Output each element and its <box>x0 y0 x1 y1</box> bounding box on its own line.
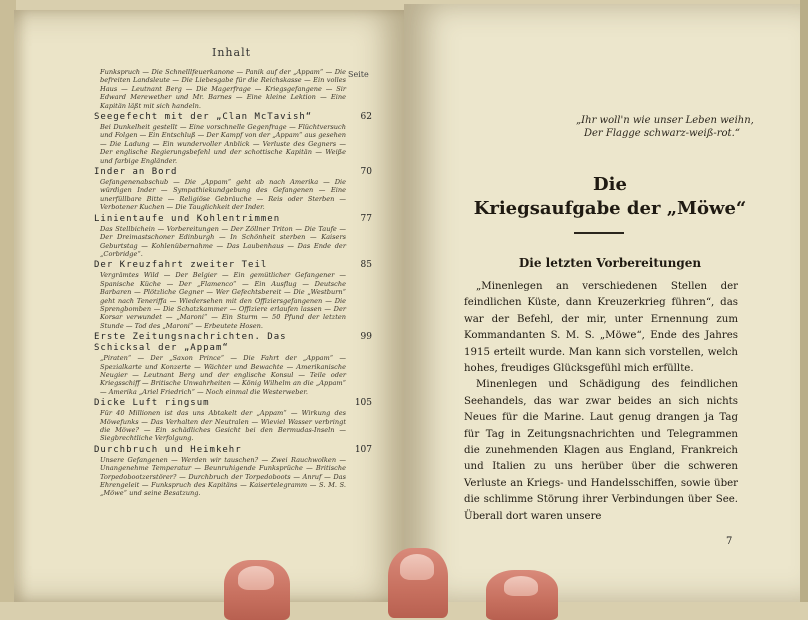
toc-entry-page: 107 <box>354 444 372 455</box>
motto-quote <box>576 114 776 140</box>
toc-entry <box>94 332 376 396</box>
finger-left <box>224 560 290 620</box>
finger-center <box>388 548 448 618</box>
toc-entry-heading: Inder an Bord <box>94 167 178 178</box>
toc-entry-page: 62 <box>360 112 372 123</box>
toc-entry-heading: Seegefecht mit der „Clan McTavish“ <box>94 112 313 123</box>
book-edge-right <box>800 0 808 602</box>
title-divider <box>574 232 624 234</box>
table-of-contents <box>94 68 376 500</box>
toc-entry-page: 99 <box>360 332 372 343</box>
toc-entry-summary: Bei Dunkelheit gestellt — Eine vorschnelle Gegenfrage — Flüchtversuch und Folgen — Ein Entschluß — Der Kampf von der „Appam“ aus gesehen — Die Ladung — Ein wundervoller Anblick — Verluste des Gegners — Der englische Regierungsbefehl und der schottische Kapitän — Weiße und farbige Engländer. <box>100 123 346 165</box>
paragraph: Minenlegen und Schädigung des feindlichen Seehandels, das war zwar beides an sich nichts Neues für die Marine. Laut genug drangen ja Tag für Tag in Zeitungsnachrichten und Telegrammen die zunehmenden Klagen aus England, Frankreich und Italien zu uns herüber über die schweren Verluste an Kriegs- und Handelsschiffen, sowie über die schlimme Störung ihrer Verbindungen über See. Überall dort waren unsere <box>464 379 738 522</box>
page-number: 7 <box>726 536 733 547</box>
motto-line: Der Flagge schwarz-weiß-rot.“ <box>584 128 740 139</box>
toc-entry-summary: „Piraten“ — Der „Saxon Prince“ — Die Fahrt der „Appam“ — Spezialkarte und Konzerte — Wächter und Bewachte — Amerikanische Neugier — Leutnant Berg und der englische Konsul — Teile oder Kriegsschiff — Britische Unwahrheiten — König Wilhelm an die „Appam“ — Amerika „Ariel Friedrich“ — Noch einmal die Westerweber. <box>100 354 346 396</box>
toc-entry-summary: Unsere Gefangenen — Werden wir tauschen? — Zwei Rauchwolken — Unangenehme Temperatur — Beunruhigende Funksprüche — Britische Torpedobootzerstörer? — Durchbruch der Torpedoboots — Anruf — Das Ehrengeleit — Funkspruch des Kapitäns — Kaisertelegramm — S. M. S. „Möwe“ und seine Besatzung. <box>100 455 346 498</box>
toc-entry <box>94 112 376 165</box>
toc-entry-page: 85 <box>360 260 372 271</box>
toc-entry-summary: Vergrämtes Wild — Der Belgier — Ein gemütlicher Gefangener — Spanische Küche — Der „Flamenco“ — Ein Ausflug — Deutsche Barbaren — Plötzliche Gegner — Wer Gefechtsbereit — Die „Westburn“ geht nach Teneriffa — Wiedersehen mit den Offiziersgefangenen — Die Sprengbomben — Die Schatzkammer — Offiziere erlaufen lassen — Der Korsar verwundet — „Maroni“ — Ein Sturm — 50 Pfund der letzten Stunde — Tod des „Maroni“ — Erbeutete Hosen. <box>100 271 346 330</box>
fingernail <box>504 576 538 596</box>
chapter-title-line: Die <box>593 174 627 195</box>
toc-entry-heading: Dicke Luft ringsum <box>94 398 210 409</box>
toc-entry <box>94 167 376 212</box>
toc-entry-summary: Das Stellbichein — Vorbereitungen — Der Zöllner Triton — Die Taufe — Der Dreimastschoner Edinburgh — In Schönheit sterben — Kaisers Geburtstag — Kohlenübernahme — Das Laubenhaus — Das Ende der „Corbridge“. <box>100 224 346 258</box>
toc-entry-page: 77 <box>360 213 372 224</box>
toc-entry-page: 70 <box>360 167 372 178</box>
toc-entry-heading: Durchbruch und Heimkehr <box>94 444 242 455</box>
finger-right <box>486 570 558 620</box>
toc-entry-heading: Linientaufe und Kohlentrimmen <box>94 213 281 224</box>
paragraph: „Minenlegen an verschiedenen Stellen der feindlichen Küste, dann Kreuzerkrieg führen“, das war der Befehl, der mir, unter Ernennung zum Kommandanten S. M. S. „Möwe“, Ende des Jahres 1915 erteilt wurde. Man kann sich vorstellen, welch hohes, freudiges Glücksgefühl mich erfüllte. <box>464 281 738 375</box>
toc-entry <box>94 68 376 110</box>
toc-entry-page: 105 <box>354 398 372 409</box>
toc-entry-summary: Gefangenenabschub — Die „Appam“ geht ab nach Amerika — Die würdigen Inder — Sympathiekundgebung des Gefangenen — Eine unerfüllbare Bitte — Religiöse Gebräuche — Reis oder Sterben — Verbotener Kuchen — Die Tauglichkeit der Inder. <box>100 178 346 212</box>
chapter-title-line: Kriegsaufgabe der „Möwe“ <box>473 198 747 219</box>
toc-entry-summary: Funkspruch — Die Schnelllfeuerkanone — Panik auf der „Appam“ — Die befreiten Landsleute — Die Liebesgabe für die Reichskasse — Ein volles Haus — Leutnant Berg — Die Magerfrage — Kriegsgefangene — Sir Edward Merewether und Mr. Barnes — Eine kleine Lektion — Eine Kapitän läßt mit sich handeln. <box>100 68 346 110</box>
toc-entry-heading: Der Kreuzfahrt zweiter Teil <box>94 260 268 271</box>
toc-seite-label: Seite <box>348 70 369 79</box>
fingernail <box>400 554 434 580</box>
section-title: Die letzten Vorbereitungen <box>518 256 702 270</box>
chapter-title <box>440 174 780 222</box>
toc-entry <box>94 398 376 443</box>
toc-entry <box>94 260 376 330</box>
toc-entry <box>94 445 376 498</box>
toc-title: Inhalt <box>212 46 252 59</box>
motto-line: „Ihr woll'n wie unser Leben weihn, <box>576 115 754 126</box>
toc-entry-heading: Erste Zeitungsnachrichten. Das Schicksal der „Appam“ <box>94 332 287 354</box>
toc-entry <box>94 214 376 259</box>
body-text <box>464 279 738 525</box>
toc-entry-summary: Für 40 Millionen ist das uns Abtakelt der „Appam“ — Wirkung des Möwefunks — Das Verhalten der Neutralen — Wieviel Wasser verbringt die Möwe? — Ein schädliches Gesicht bei den Bermudas-Inseln — Siegbrechtliche Verfolgung. <box>100 409 346 443</box>
fingernail <box>238 566 274 590</box>
